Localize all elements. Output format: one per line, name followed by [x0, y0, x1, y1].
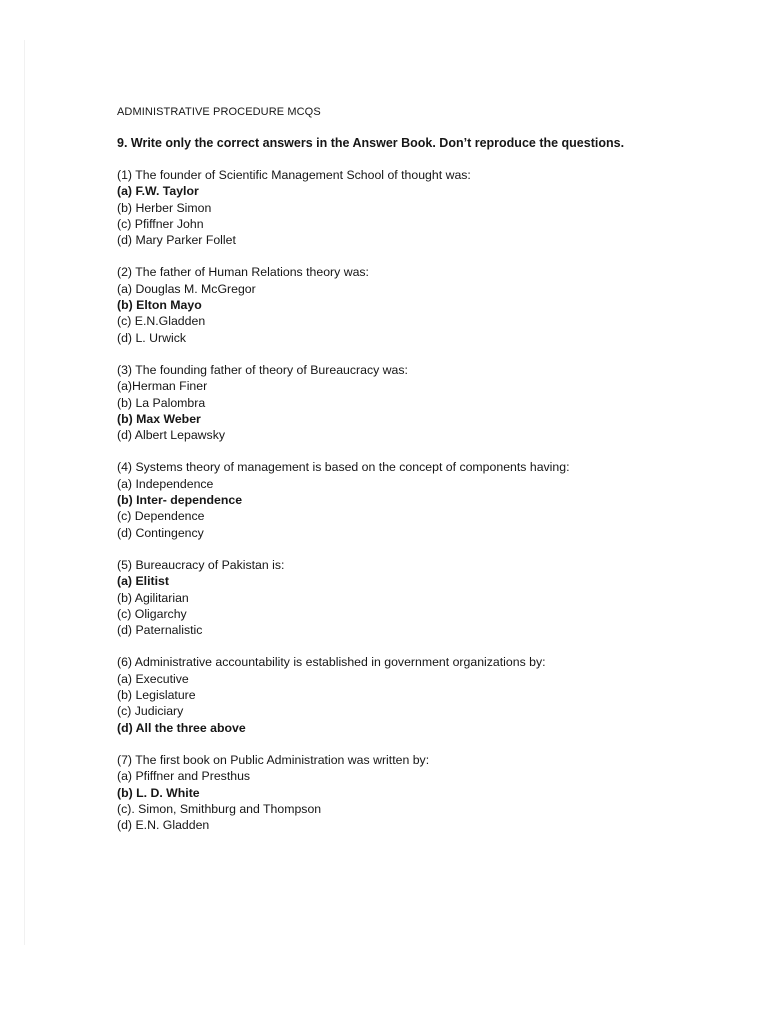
- option-b: (b) Agilitarian: [117, 590, 189, 605]
- instruction-text: 9. Write only the correct answers in the Answer Book. Don’t reproduce the questions.: [117, 136, 625, 150]
- option-c: (b) Max Weber: [117, 411, 201, 426]
- option-c: (c). Simon, Smithburg and Thompson: [117, 801, 322, 816]
- question-block: [117, 654, 677, 735]
- option-b: (b) Inter- dependence: [117, 493, 243, 508]
- option-c: (c) E.N.Gladden: [117, 314, 206, 329]
- option-a: (a) Independence: [117, 476, 214, 491]
- option-b: (b) Herber Simon: [117, 200, 212, 215]
- option-b: (b) L. D. White: [117, 785, 200, 800]
- option-d: (d) L. Urwick: [117, 330, 187, 345]
- option-d: (d) Mary Parker Follet: [117, 233, 236, 248]
- question-text: (6) Administrative accountability is established in government organizations by:: [117, 655, 546, 670]
- option-d: (d) All the three above: [117, 720, 246, 735]
- option-c: (c) Judiciary: [117, 704, 184, 719]
- option-d: (d) Albert Lepawsky: [117, 428, 225, 443]
- question-text: (7) The first book on Public Administration was written by:: [117, 752, 430, 767]
- option-a: (a) Elitist: [117, 574, 169, 589]
- question-block: [117, 264, 677, 345]
- option-c: (c) Dependence: [117, 509, 205, 524]
- option-a: (a) Executive: [117, 671, 189, 686]
- scan-edge-line: [24, 40, 25, 945]
- option-c: (c) Oligarchy: [117, 606, 187, 621]
- option-b: (b) Elton Mayo: [117, 298, 202, 313]
- question-text: (1) The founder of Scientific Management School of thought was:: [117, 168, 471, 182]
- question-block: [117, 167, 677, 248]
- question-text: (4) Systems theory of management is based on the concept of components having:: [117, 460, 570, 475]
- option-d: (d) Contingency: [117, 525, 204, 540]
- question-block: [117, 362, 677, 443]
- option-a: (a) Pfiffner and Presthus: [117, 769, 251, 784]
- question-block: [117, 752, 677, 833]
- option-a: (a)Herman Finer: [117, 379, 208, 394]
- option-c: (c) Pfiffner John: [117, 216, 204, 231]
- question-text: (5) Bureaucracy of Pakistan is:: [117, 557, 285, 572]
- option-b: (b) Legislature: [117, 688, 196, 703]
- document-content: [117, 104, 677, 833]
- document-title: ADMINISTRATIVE PROCEDURE MCQS: [117, 106, 321, 118]
- option-b: (b) La Palombra: [117, 395, 206, 410]
- question-block: [117, 459, 677, 540]
- question-block: [117, 557, 677, 638]
- question-text: (2) The father of Human Relations theory was:: [117, 265, 369, 280]
- question-text: (3) The founding father of theory of Bureaucracy was:: [117, 362, 408, 377]
- option-d: (d) E.N. Gladden: [117, 818, 210, 833]
- option-d: (d) Paternalistic: [117, 623, 203, 638]
- option-a: (a) Douglas M. McGregor: [117, 281, 256, 296]
- option-a: (a) F.W. Taylor: [117, 184, 199, 199]
